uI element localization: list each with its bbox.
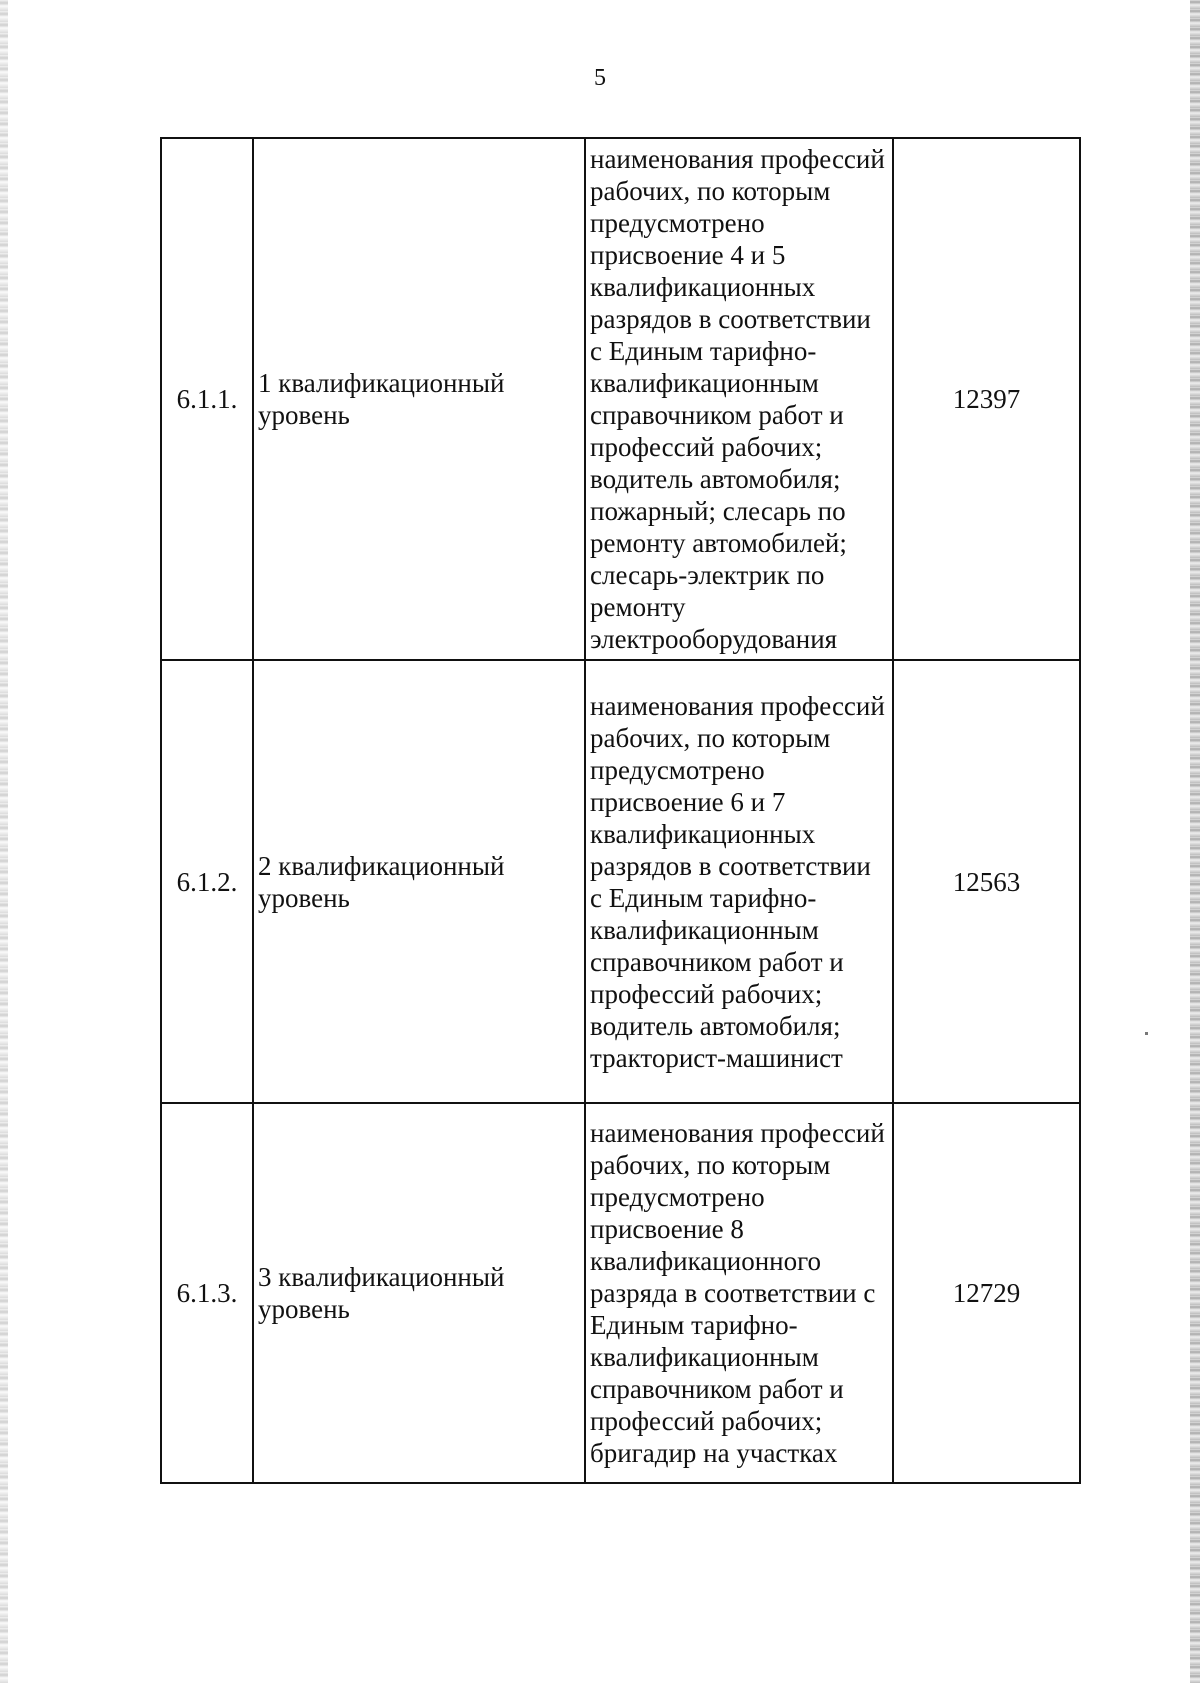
- row-number: 6.1.3.: [161, 1103, 253, 1483]
- profession-description: наименования профессий рабочих, по которым предусмотрено присвоение 8 квалификационного разряда в соответствии с Единым тарифно-квалификационным справочником работ и профессий рабочих; бригадир на участках: [585, 1103, 893, 1483]
- row-number: 6.1.2.: [161, 660, 253, 1103]
- scan-edge-right: [1190, 0, 1200, 1683]
- scan-speck: [1145, 1032, 1148, 1035]
- salary-table: [160, 137, 1081, 1484]
- profession-description: наименования профессий рабочих, по которым предусмотрено присвоение 4 и 5 квалификационных разрядов в соответствии с Единым тарифно-квалификационным справочником работ и профессий рабочих; водитель автомобиля; пожарный; слесарь по ремонту автомобилей; слесарь-электрик по ремонту электрооборудования: [585, 138, 893, 660]
- table-row: [161, 1103, 1080, 1483]
- scan-edge-left: [0, 0, 8, 1683]
- profession-description: наименования профессий рабочих, по которым предусмотрено присвоение 6 и 7 квалификационных разрядов в соответствии с Единым тарифно-квалификационным справочником работ и профессий рабочих; водитель автомобиля; тракторист-машинист: [585, 660, 893, 1103]
- row-number: 6.1.1.: [161, 138, 253, 660]
- table-row: [161, 660, 1080, 1103]
- salary-value: 12563: [893, 660, 1080, 1103]
- table-row: [161, 138, 1080, 660]
- qualification-level: 3 квалификационный уровень: [253, 1103, 585, 1483]
- salary-value: 12397: [893, 138, 1080, 660]
- page-number: 5: [594, 65, 606, 91]
- salary-value: 12729: [893, 1103, 1080, 1483]
- qualification-level: 1 квалификационный уровень: [253, 138, 585, 660]
- qualification-level: 2 квалификационный уровень: [253, 660, 585, 1103]
